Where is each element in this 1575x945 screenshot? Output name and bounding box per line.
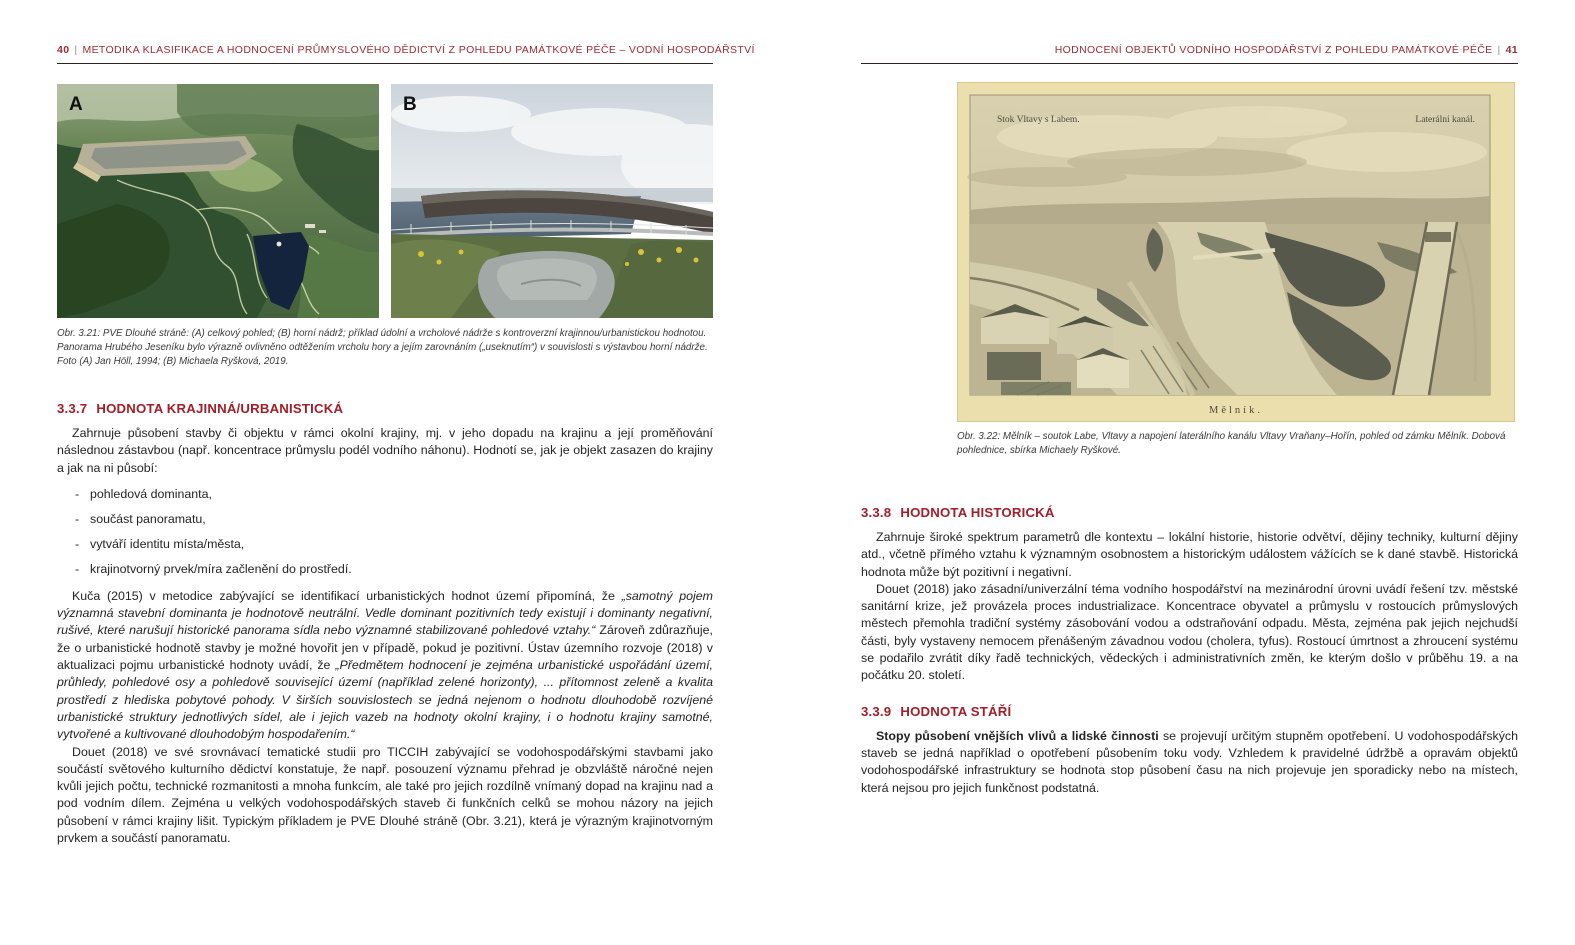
right-page-number: 41 bbox=[1505, 44, 1518, 56]
postcard-label-canal: Laterální kanál. bbox=[1415, 115, 1475, 125]
list-item-text: vytváří identitu místa/města, bbox=[90, 536, 245, 551]
left-page-number: 40 bbox=[57, 44, 70, 56]
running-head-separator: | bbox=[1497, 44, 1501, 56]
postcard-image bbox=[967, 95, 1490, 395]
section-title: HODNOTA KRAJINNÁ/URBANISTICKÁ bbox=[96, 401, 344, 416]
caption-figure-3-21: Obr. 3.21: PVE Dlouhé stráně: (A) celkový pohled; (B) horní nádrž; příklad údolní a vrcholové nádrže s kontroverzní krajinnou/urbanistickou hodnotou. Panorama Hrubého Jeseníku bylo výrazně ovlivněno odtěžením vrcholu hory a jejím zarovnáním („useknutím“) v souvislosti s výstavbou horní nádrže. Foto (A) Jan Höll, 1994; (B) Michaela Ryšková, 2019. bbox=[57, 328, 708, 367]
value-criteria-list bbox=[57, 482, 713, 582]
section-heading-3-3-8 bbox=[861, 505, 1518, 520]
photo-a-letter-label: A bbox=[69, 94, 83, 115]
paragraph-339-1 bbox=[861, 728, 1518, 797]
postcard-label-melnik: Mělník. bbox=[1209, 405, 1263, 416]
paragraph-338-1: Zahrnuje široké spektrum parametrů dle kontextu – lokální historie, historie odvětví, dějiny techniky, kulturní dějiny atd., včetně přímého vztahu k významným osobnostem a historickým událostem vážících se k dané stavbě. Historická hodnota může být pozitivní i negativní. bbox=[861, 530, 1518, 579]
right-page bbox=[861, 0, 1518, 945]
section-heading-3-3-7 bbox=[57, 401, 713, 416]
dash-marker: - bbox=[75, 511, 80, 526]
left-text-column bbox=[57, 401, 713, 847]
paragraph-337-3: Douet (2018) ve své srovnávací tematické studii pro TICCIH zabývající se vodohospodářskými stavbami jako součástí světového kulturního dědictví konstatuje, že např. posouzení významu přehrad je obzvláště náročné nejen kvůli jejich počtu, technické rozmanitosti a mnoha funkcím, ale také pro jejich rozdílně vnímaný dopad na krajinu nad a pod vodním dílem. Zejména u velkých vodohospodářských staveb či funkčních celků se mohou názory na jejich působení v rámci krajiny lišit. Typickým příkladem je PVE Dlouhé stráně (Obr. 3.21), která je výrazným krajinotvorným prvkem a součástí panoramatu. bbox=[57, 744, 713, 846]
caption-figure-3-22: Obr. 3.22: Mělník – soutok Labe, Vltavy a napojení laterálního kanálu Vltavy Vraňany–Hořín, pohled od zámku Mělník. Dobová pohlednice, sbírka Michaely Ryškové. bbox=[957, 431, 1506, 456]
dash-marker: - bbox=[75, 486, 80, 501]
figure-3-21 bbox=[57, 84, 713, 318]
list-item bbox=[57, 507, 713, 532]
right-text-column bbox=[861, 505, 1518, 797]
run-quote-italic: „samotný pojem významná stavební dominanta je hodnotově neutrální. Vedle dominant pozitivních tedy existují i dominanty negativní, rušivé, které narušují historické panorama sídla nebo významné stabilizované pohledové vztahy.“ bbox=[57, 588, 713, 638]
section-heading-3-3-9 bbox=[861, 704, 1518, 719]
left-running-head-title: METODIKA KLASIFIKACE A HODNOCENÍ PRŮMYSLOVÉHO DĚDICTVÍ Z POHLEDU PAMÁTKOVÉ PÉČE – VODNÍ HOSPODÁŘSTVÍ bbox=[82, 44, 755, 56]
postcard-label-confluence: Stok Vltavy s Labem. bbox=[997, 115, 1080, 125]
photo-3-21-a-aerial-view bbox=[57, 84, 379, 318]
run-quote-italic: „Předmětem hodnocení je zejména urbanistické uspořádání území, průhledy, pohledové osy a pohledově související území (například zelené horizonty), ... přítomnost zeleně a kvalita prostředí z hlediska pobytové pohody. V širších souvislostech se jedná nejenom o hodnotu dlouhodobě rozvíjené urbanistické struktury jednotlivých sídel, ale i jejich vazeb na hodnoty okolní krajiny, i o hodnotu krajiny samotné, vytvořené a kultivované dlouhodobým hospodařením.“ bbox=[57, 658, 713, 742]
dash-marker: - bbox=[75, 536, 80, 551]
paragraph-337-1: Zahrnuje působení stavby či objektu v rámci okolní krajiny, mj. v jeho dopadu na krajinu a její proměňování následnou zástavbou (např. koncentrace průmyslu podél vodního náhonu). Hodnotí se, jak je objekt zasazen do krajiny a jak na ni působí: bbox=[57, 426, 713, 475]
dash-marker: - bbox=[75, 561, 80, 576]
left-page bbox=[57, 0, 755, 945]
right-running-head-title: HODNOCENÍ OBJEKTŮ VODNÍHO HOSPODÁŘSTVÍ Z POHLEDU PAMÁTKOVÉ PÉČE bbox=[1054, 44, 1493, 56]
list-item bbox=[57, 482, 713, 507]
list-item-text: pohledová dominanta, bbox=[90, 486, 212, 501]
paragraph-337-2 bbox=[57, 588, 713, 744]
figure-3-22-postcard bbox=[957, 82, 1515, 422]
right-header-rule bbox=[861, 63, 1518, 64]
section-number: 3.3.9 bbox=[861, 703, 892, 719]
run-bold-lead: Stopy působení vnějších vlivů a lidské činnosti bbox=[876, 728, 1159, 743]
postcard-melnik bbox=[957, 82, 1515, 422]
list-item bbox=[57, 532, 713, 557]
right-running-head bbox=[861, 44, 1518, 56]
section-title: HODNOTA HISTORICKÁ bbox=[900, 505, 1055, 520]
running-head-separator: | bbox=[74, 44, 78, 56]
run-normal: Zároveň zdůrazňuje, že o urbanistické hodnotě stavby je možné hovořit jen v případě, pokud je pozitivní. Ústav územního rozvoje (2018) v aktualizaci pojmu urbanistické hodnoty uvádí, že bbox=[57, 623, 713, 673]
run-normal: se projevují určitým stupněm opotřebení. U vodohospodářských staveb se jedná například o opotřebení působením toku vody. Vzhledem k pravidelné údržbě a opravám objektů vodohospodářské infrastruktury se hodnota stop působení času na nich projevuje jen sporadicky nebo na místech, která nejsou pro jejich funkčnost podstatná. bbox=[861, 728, 1518, 795]
photo-3-21-b-upper-reservoir bbox=[391, 84, 713, 318]
photo-b-letter-label: B bbox=[403, 94, 417, 115]
list-item-text: součást panoramatu, bbox=[90, 511, 206, 526]
section-number: 3.3.7 bbox=[57, 401, 88, 416]
paragraph-338-2: Douet (2018) jako zásadní/univerzální téma vodního hospodářství na mezinárodní úrovni uvádí řešení tzv. městské sanitární krize, jež provázela proces industrializace. Koncentrace obyvatel a průmyslu v rostoucích průmyslových městech přemohla tradiční systémy zásobování vodou a odstraňování odpadu. Města, zejména pak jejich nejchudší části, byly vystaveny nemocem přenášeným závadnou vodou (cholera, tyfus). Rostoucí úmrtnost a zhroucení systému se podařilo zvrátit díky řadě technických, vědeckých i administrativních změn, ke kterým došlo v průběhu 19. a na počátku 20. století. bbox=[861, 581, 1518, 683]
section-title: HODNOTA STÁŘÍ bbox=[900, 703, 1012, 719]
section-number: 3.3.8 bbox=[861, 505, 892, 520]
list-item-text: krajinotvorný prvek/míra začlenění do prostředí. bbox=[90, 561, 352, 576]
list-item bbox=[57, 557, 713, 582]
left-running-head bbox=[57, 44, 755, 56]
left-header-rule bbox=[57, 63, 713, 64]
run-normal: Kuča (2015) v metodice zabývající se identifikací urbanistických hodnot území připomíná, že bbox=[72, 588, 622, 603]
